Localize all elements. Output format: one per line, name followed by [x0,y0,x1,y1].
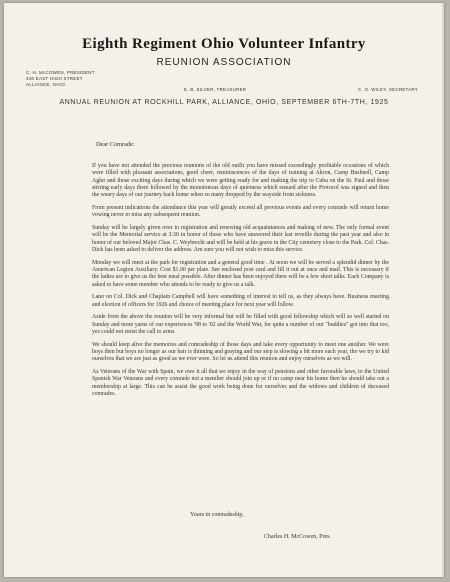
salutation: Dear Comrade: [96,141,135,148]
closing: Yours in comradeship, [190,512,244,518]
secretary-name: C. O. WILEY, SECRETARY [358,87,419,92]
paragraph: Aside from the above the reunion will be very informal but will be filled with good fellowship which will so well started on Sunday and more yarns of our experiences '98 to '02 and the World War, for quite a number of our "buddies" got into that too, yes could not resist the call to arms. [92,314,389,336]
page-edge [442,3,444,577]
president-name: C. H. McCOWEN, PRESIDENT [26,70,95,75]
letterhead-title: Eighth Regiment Ohio Volunteer Infantry [82,36,366,52]
signature: Charles H. McCowen, Pres. [264,534,331,540]
faint-bleed-through: · · · · · · [90,534,129,539]
president-block [26,70,95,88]
paragraph: From present indications the attendance this year will greatly exceed all previous events and every comrade will return home vowing never to miss any subsequent reunion. [92,205,389,219]
president-address-city: ALLIANCE, OHIO [26,82,66,87]
paragraph: Later on Col. Dick and Chaplain Campbell will have something of interest to tell us, as they always have. Business meeting and election of officers for 1926 and choice of meeting place for next year will follow. [92,294,389,308]
paragraph: Sunday will be largely given over to registration and renewing old acquaintances and making of new. The only formal event will be the Memorial service at 3:30 in honor of those who have answered their last reveille during the past year and also in honor of our beloved Major Chas. C. Weybrecht and will be held at his grave in the City cemetery close to the Park. Col. Chas. Dick has been asked to deliver the address. Am sure you will not wish to miss this service. [92,225,389,254]
treasurer-name: E. B. SILVER, TREASURER [184,87,247,92]
letter-page [4,3,444,577]
paragraph: If you have not attended the previous reunions of the old outfit you have missed exceedingly profitable occasions of which were filled with pleasant associations, good cheer, reminiscences of the days of training at Akron, Camp Bushnell, Camp Agler and those exciting days during which we were getting ready for and making the trip to Cuba on the St. Paul and those stirring early days there followed by the monotonous days of quietness which ensued after the Protocol was signed and then the weary days of our journey back home when so many dropped by the wayside from sickness. [92,163,389,199]
president-address-street: 440 EAST HIGH STREET [26,76,83,81]
paragraph: We should keep alive the memories and comradeship of those days and take every opportunity to meet one another. We were boys then but boys no longer as our hair is thinning and graying and our step is slowing a bit more each year, tho we try to kid ourselves that we are just as good as we ever were. So let us attend this reunion and enjoy ourselves as we will. [92,341,389,363]
paragraph: Monday we will meet at the park for registration and a general good time . At noon we will be served a splendid dinner by the American Legion Auxiliary. Cost $1.00 per plate. See enclosed post card and fill it out at once and mail. This is necessary if the ladies are to give us the best meal possible. After dinner has been enjoyed there will be a few short talks. Each Company is asked to have some member who attends to be ready to give us a talk. [92,259,389,288]
paragraph: As Veterans of the War with Spain, we owe it all that we enjoy in the way of pensions and other favorable laws, to the United Spanish War Veterans and every comrade not a member should join up or if no camp near his home then he should take out a membership at large. This can he assist the good work being done for ourselves and the widows and children of deceased comrades. [92,368,389,398]
letterhead-subtitle: REUNION ASSOCIATION [156,57,292,68]
reunion-announcement: ANNUAL REUNION AT ROCKHILL PARK, ALLIANCE, OHIO, SEPTEMBER 6TH-7TH, 1925 [59,99,389,106]
letter-body [92,163,389,404]
